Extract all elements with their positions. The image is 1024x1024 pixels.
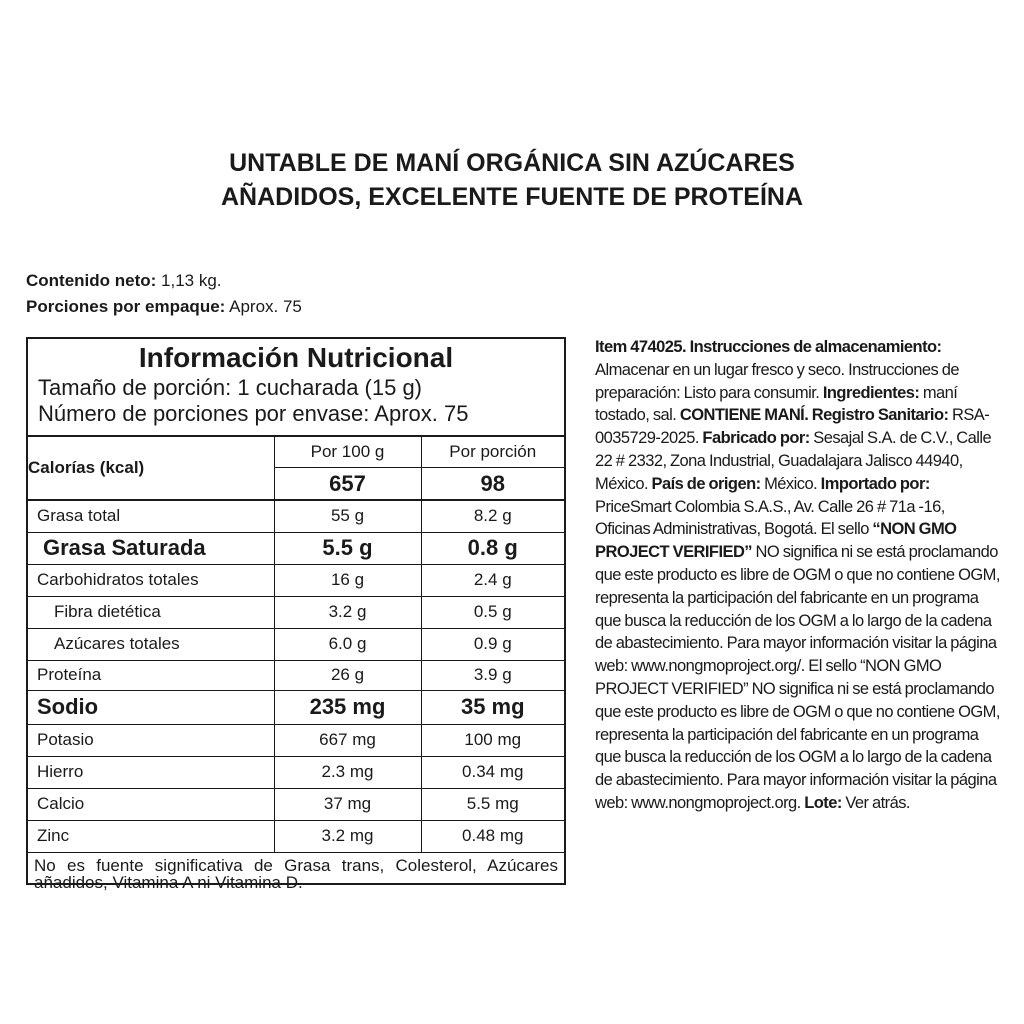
calories-per-serving: 98 xyxy=(422,467,565,500)
servings-value: Aprox. 75 xyxy=(225,297,302,316)
nutrient-row xyxy=(28,564,564,596)
nutrient-row xyxy=(28,820,564,852)
nutrient-row xyxy=(28,756,564,788)
nutrient-label: Potasio xyxy=(28,724,274,756)
nutrient-value-per-100g: 37 mg xyxy=(274,788,421,820)
nutrient-label: Grasa Saturada xyxy=(28,532,274,564)
non-gmo-disclaimer: NO significa ni se está proclamando que este producto es libre de OGM o que no contiene OGM, representa la participación del fabricante en un programa que busca la reducción de los OGM a lo largo de la cadena de abastecimiento. Para mayor información visitar la página web: www.nongmoproject.org/. El sello “NON GMO PROJECT VERIFIED” NO significa ni se está proclamando que este producto es libre de OGM o que no contiene OGM, representa la participación del fabricante en un programa que busca la reducción de los OGM a lo largo de la cadena de abastecimiento. Para mayor información visitar la página web: www.nongmoproject.org. xyxy=(595,543,1000,812)
nutrient-label: Fibra dietética xyxy=(28,596,274,628)
nutrient-value-per-serving: 0.5 g xyxy=(421,596,564,628)
origin-label: País de origen: xyxy=(648,474,761,493)
nutrient-value-per-100g: 2.3 mg xyxy=(274,756,421,788)
nutrient-value-per-100g: 16 g xyxy=(274,564,421,596)
nutrient-label: Zinc xyxy=(28,820,274,852)
sanitary-registry: RSA-0035729-2025. xyxy=(595,406,990,448)
servings-per-package xyxy=(26,294,302,320)
calories-per-100g: 657 xyxy=(275,467,421,500)
origin-text: México. xyxy=(760,474,818,493)
nutrient-label: Proteína xyxy=(28,660,274,690)
nutrient-row xyxy=(28,788,564,820)
nutrient-value-per-100g: 3.2 g xyxy=(274,596,421,628)
product-details-text xyxy=(595,336,1003,815)
importer-text: PriceSmart Colombia S.A.S., Av. Calle 26 # 71a -16, Oficinas Administrativas, Bogotá. El sello xyxy=(595,497,945,539)
nutrient-row xyxy=(28,532,564,564)
nutrient-row xyxy=(28,660,564,690)
nutrient-value-per-serving: 3.9 g xyxy=(421,660,564,690)
nutrient-row xyxy=(28,724,564,756)
nutrient-value-per-100g: 6.0 g xyxy=(274,628,421,660)
nutrition-table xyxy=(28,437,564,853)
nutrient-row xyxy=(28,690,564,724)
importer-label: Importado por: xyxy=(817,474,930,493)
nutrient-label: Sodio xyxy=(28,690,274,724)
nutrient-label: Azúcares totales xyxy=(28,628,274,660)
nutrient-value-per-serving: 8.2 g xyxy=(421,500,564,532)
nutrient-label: Hierro xyxy=(28,756,274,788)
product-title-line-1: UNTABLE DE MANÍ ORGÁNICA SIN AZÚCARES xyxy=(229,149,795,177)
ingredients-label: Ingredientes: xyxy=(819,383,920,402)
ingredients-text: maní tostado, sal. xyxy=(595,383,958,425)
nutrient-value-per-100g: 55 g xyxy=(274,500,421,532)
calories-label xyxy=(28,437,274,500)
product-title xyxy=(0,146,1024,214)
nutrient-value-per-serving: 0.9 g xyxy=(421,628,564,660)
nutrient-value-per-100g: 3.2 mg xyxy=(274,820,421,852)
manufacturer-text: Sesajal S.A. de C.V., Calle 22 # 2332, Zona Industrial, Guadalajara Jalisco 44940, México. xyxy=(595,429,992,493)
nutrient-value-per-100g: 235 mg xyxy=(274,690,421,724)
nutrient-value-per-serving: 0.8 g xyxy=(421,532,564,564)
column-header-per-serving: Por porción xyxy=(449,442,537,461)
servings-label: Porciones por empaque: xyxy=(26,297,226,316)
nutrient-value-per-serving: 0.34 mg xyxy=(421,756,564,788)
nutrient-label: Calcio xyxy=(28,788,274,820)
calories-row xyxy=(28,437,564,500)
batch-label: Lote: xyxy=(800,793,842,812)
nutrition-footnote: No es fuente significativa de Grasa trans, Colesterol, Azúcares añadidos, Vitamina A ni Vitamina D. xyxy=(34,855,558,892)
column-per-100g xyxy=(274,437,421,500)
nutrient-row xyxy=(28,628,564,660)
net-content-label: Contenido neto: xyxy=(26,271,157,290)
net-content xyxy=(26,268,302,294)
nutrient-value-per-serving: 0.48 mg xyxy=(421,820,564,852)
nutrition-facts-panel xyxy=(26,337,566,892)
nutrient-label: Grasa total xyxy=(28,500,274,532)
nutrient-row xyxy=(28,500,564,532)
nutrient-value-per-100g: 5.5 g xyxy=(274,532,421,564)
serving-size: Tamaño de porción: 1 cucharada (15 g) xyxy=(38,375,423,400)
item-storage-heading: Item 474025. Instrucciones de almacenamiento: xyxy=(595,338,942,356)
non-gmo-seal-name: “NON GMO PROJECT VERIFIED” xyxy=(595,520,957,562)
nutrient-value-per-serving: 35 mg xyxy=(421,690,564,724)
nutrient-label: Carbohidratos totales xyxy=(28,564,274,596)
nutrient-value-per-100g: 667 mg xyxy=(274,724,421,756)
storage-instructions: Almacenar en un lugar fresco y seco. Instrucciones de preparación: Listo para consumir. xyxy=(595,360,959,402)
nutrient-value-per-serving: 2.4 g xyxy=(421,564,564,596)
column-per-serving xyxy=(421,437,564,500)
nutrition-panel-header xyxy=(28,341,564,437)
nutrient-row xyxy=(28,596,564,628)
nutrition-panel-title: Información Nutricional xyxy=(138,342,454,373)
nutrient-value-per-100g: 26 g xyxy=(274,660,421,690)
calories-label-text: Calorías (kcal) xyxy=(28,458,145,477)
net-content-value: 1,13 kg. xyxy=(156,271,222,290)
servings-per-container: Número de porciones por envase: Aprox. 75 xyxy=(38,401,469,426)
manufacturer-label: Fabricado por: xyxy=(698,429,810,448)
allergen-registry-label: CONTIENE MANÍ. Registro Sanitario: xyxy=(676,406,949,425)
nutrient-value-per-serving: 100 mg xyxy=(421,724,564,756)
nutrient-value-per-serving: 5.5 mg xyxy=(421,788,564,820)
product-title-line-2: AÑADIDOS, EXCELENTE FUENTE DE PROTEÍNA xyxy=(221,183,803,211)
batch-text: Ver atrás. xyxy=(841,793,910,812)
column-header-per-100g: Por 100 g xyxy=(310,442,385,461)
package-info xyxy=(26,268,302,320)
